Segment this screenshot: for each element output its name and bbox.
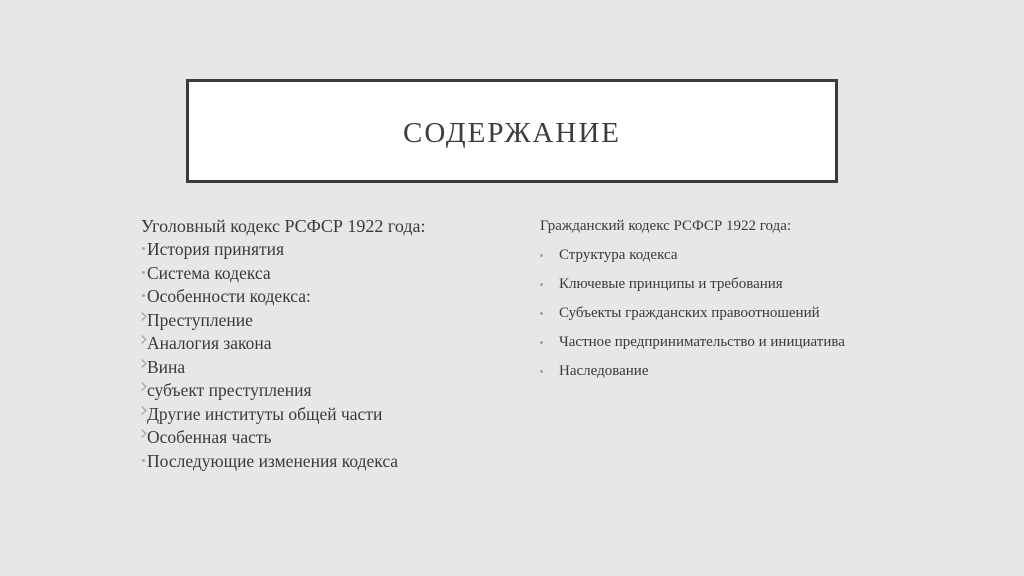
- list-item-text: Особенная часть: [147, 427, 272, 447]
- bullet-icon: [540, 312, 543, 315]
- list-item: [141, 426, 501, 450]
- list-item-text: Структура кодекса: [559, 247, 678, 263]
- list-item: [540, 304, 859, 323]
- list-item: [141, 262, 501, 286]
- bullet-icon: [540, 341, 543, 344]
- list-item: [141, 238, 501, 262]
- criminal-code-heading: Уголовный кодекс РСФСР 1922 года:: [141, 216, 426, 236]
- list-item: [141, 332, 501, 356]
- list-item-text: Последующие изменения кодекса: [147, 450, 399, 471]
- slide-title: СОДЕРЖАНИЕ: [403, 116, 621, 149]
- list-item: [540, 333, 859, 352]
- list-item: [141, 309, 501, 333]
- list-item-text: История принятия: [147, 239, 285, 259]
- bullet-icon: [540, 283, 543, 286]
- list-item: [141, 450, 501, 474]
- list-item: [540, 362, 859, 381]
- list-item-text: Субъекты гражданских правоотношений: [559, 305, 820, 321]
- bullet-icon: [540, 370, 543, 373]
- list-item-text: Другие институты общей части: [147, 403, 383, 424]
- list-item-text: Система кодекса: [147, 262, 271, 283]
- bullet-icon: [540, 254, 543, 257]
- list-item: [540, 275, 859, 294]
- list-item-text: Наследование: [559, 363, 649, 379]
- list-item: [540, 246, 859, 265]
- title-box: [186, 79, 838, 183]
- list-item-text: Особенности кодекса:: [147, 286, 311, 306]
- list-item-text: субъект преступления: [147, 380, 312, 400]
- civil-code-list: [540, 246, 870, 381]
- list-item-text: Вина: [147, 356, 186, 377]
- list-item: [141, 379, 501, 403]
- list-item-text: Ключевые принципы и требования: [559, 276, 783, 292]
- list-item: [141, 403, 501, 427]
- list-item: [141, 285, 501, 309]
- list-item-text: Частное предпринимательство и инициатива: [559, 334, 845, 350]
- list-item: [141, 356, 501, 380]
- criminal-code-list: [141, 238, 501, 473]
- civil-code-column: [540, 216, 870, 391]
- criminal-code-column: [141, 214, 501, 473]
- list-item-text: Преступление: [147, 309, 253, 330]
- list-item-text: Аналогия закона: [147, 333, 272, 353]
- civil-code-heading: Гражданский кодекс РСФСР 1922 года:: [540, 218, 792, 234]
